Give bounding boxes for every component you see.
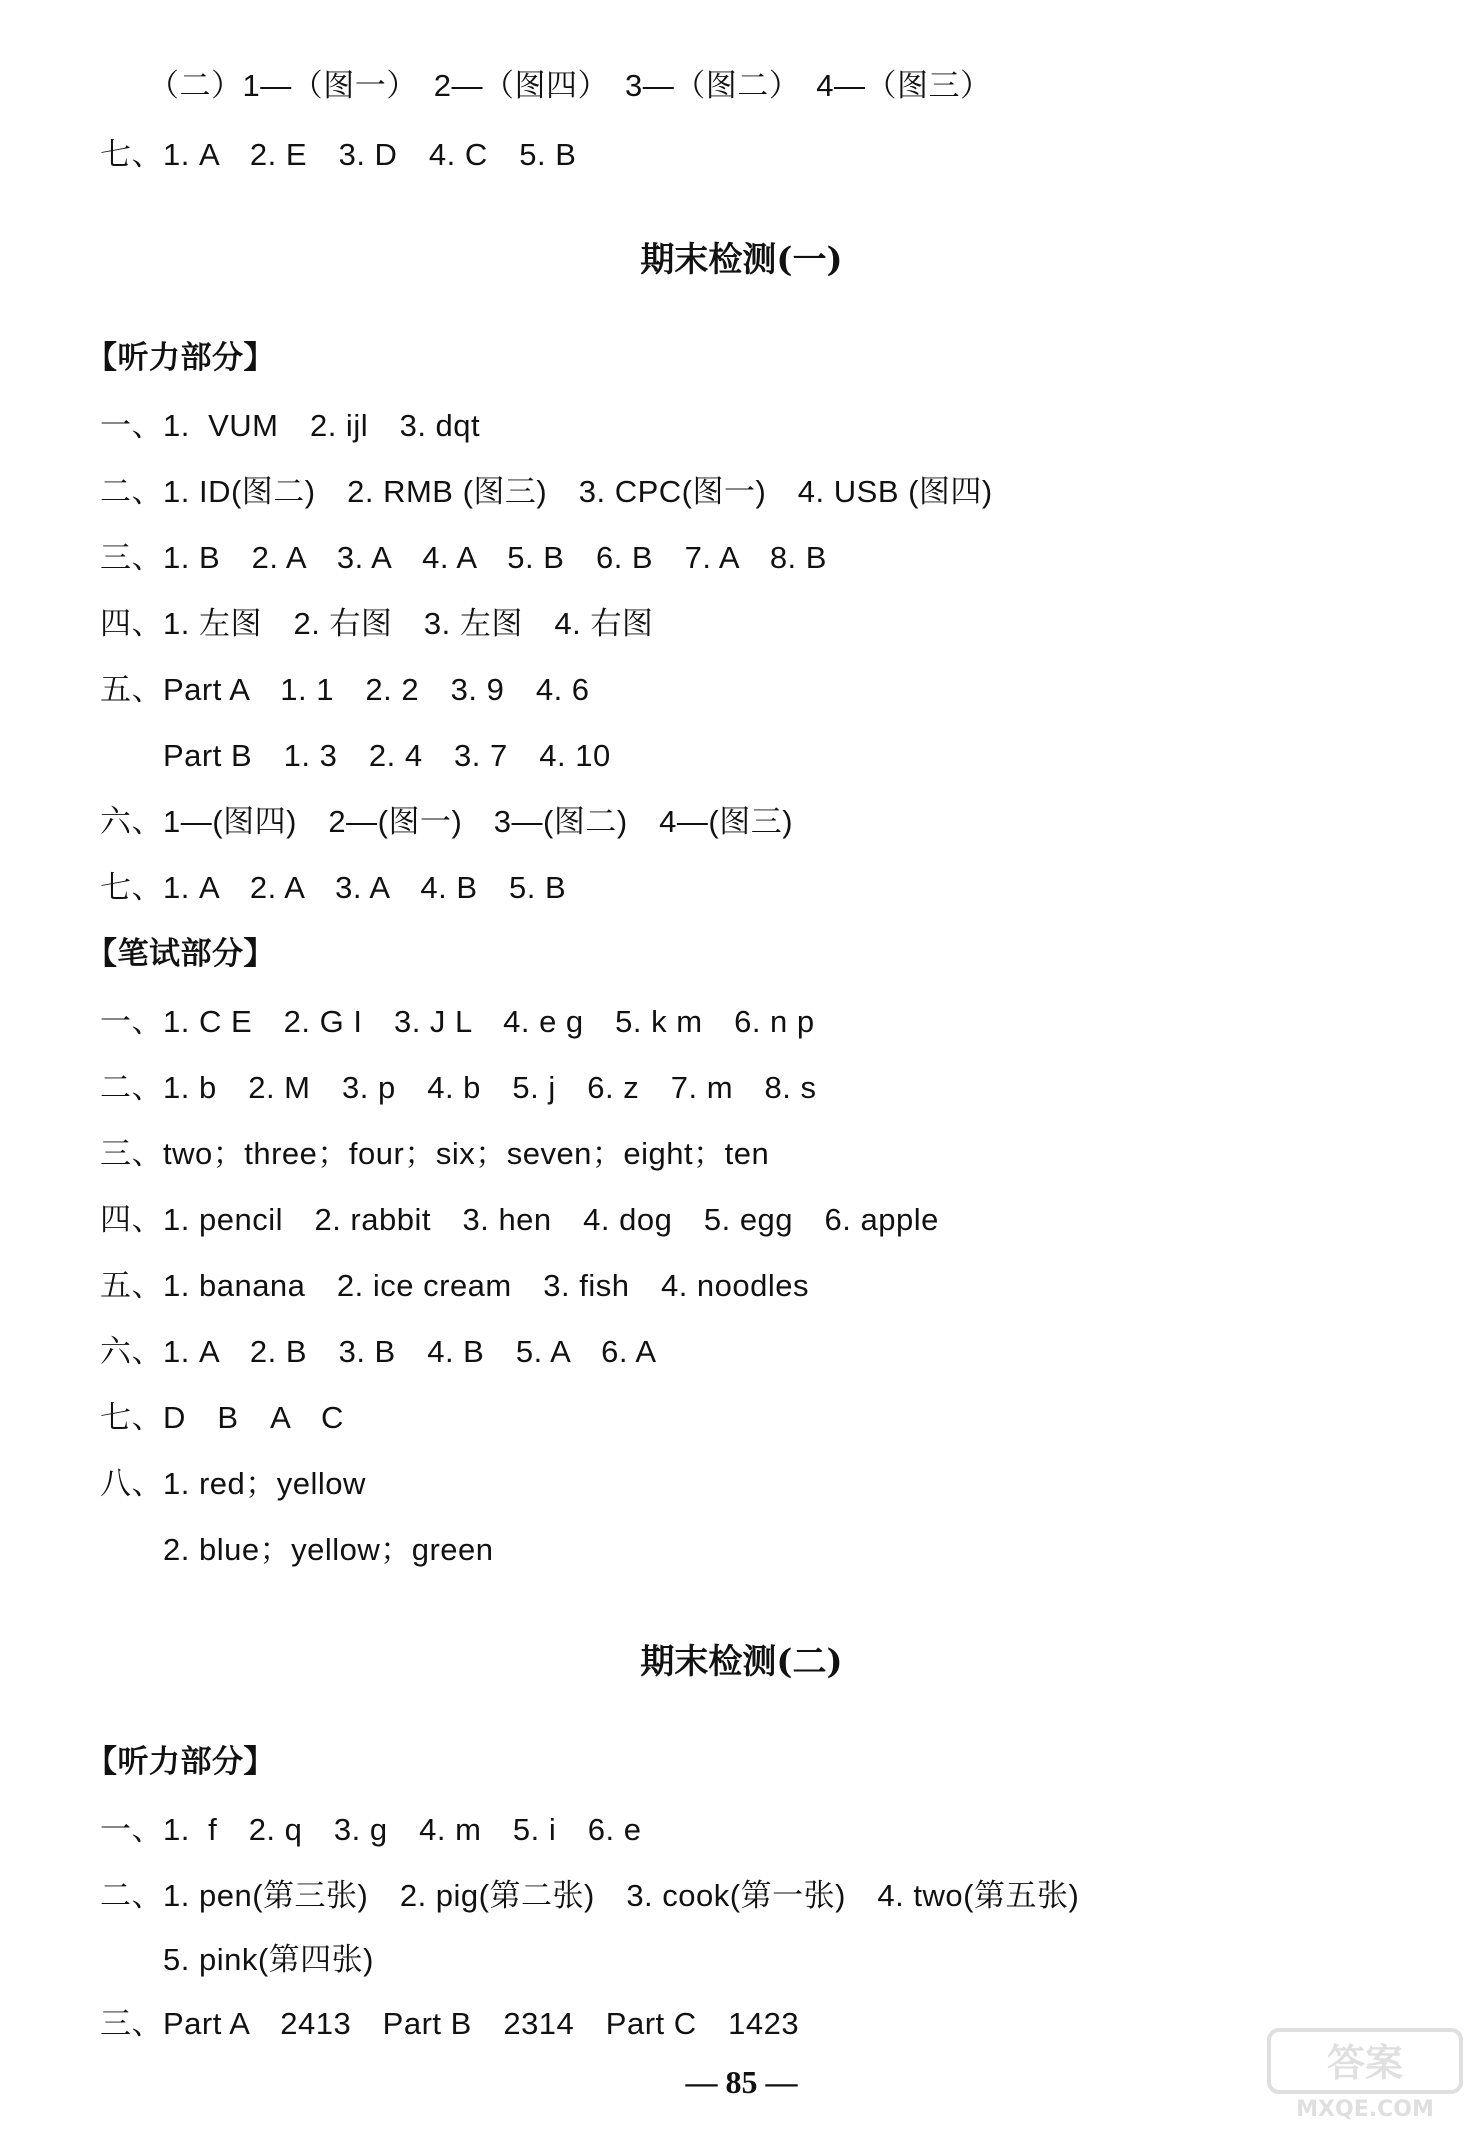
answer-line: 六、1. A 2. B 3. B 4. B 5. A 6. A bbox=[100, 1334, 657, 1369]
answer-line-top-2: 七、1. A 2. E 3. D 4. C 5. B bbox=[100, 137, 577, 172]
section-title-exam-1: 期末检测(一) bbox=[640, 240, 843, 280]
section-title-exam-2: 期末检测(二) bbox=[640, 1642, 843, 1682]
answer-line: 三、two；three；four；six；seven；eight；ten bbox=[100, 1136, 770, 1171]
answer-line: 2. blue；yellow；green bbox=[100, 1532, 494, 1567]
answer-line: 5. pink(第四张) bbox=[100, 1942, 374, 1977]
answer-line: 一、1. C E 2. G I 3. J L 4. e g 5. k m 6. n p bbox=[100, 1004, 815, 1039]
answer-line: 八、1. red；yellow bbox=[100, 1466, 366, 1501]
answer-line: 七、1. A 2. A 3. A 4. B 5. B bbox=[100, 870, 567, 905]
answer-line: 六、1—(图四) 2—(图一) 3—(图二) 4—(图三) bbox=[100, 804, 794, 839]
answer-line: 四、1. pencil 2. rabbit 3. hen 4. dog 5. egg 6. apple bbox=[100, 1202, 939, 1237]
answer-line: 二、1. pen(第三张) 2. pig(第二张) 3. cook(第一张) 4. two(第五张) bbox=[100, 1878, 1080, 1913]
answer-line: 四、1. 左图 2. 右图 3. 左图 4. 右图 bbox=[100, 606, 654, 641]
answer-line-top-1: （二）1—（图一） 2—（图四） 3—（图二） 4—（图三） bbox=[148, 68, 992, 103]
listening-heading-exam-2: 【听力部分】 bbox=[86, 1744, 275, 1779]
answer-line: Part B 1. 3 2. 4 3. 7 4. 10 bbox=[100, 738, 611, 773]
answer-line: 二、1. ID(图二) 2. RMB (图三) 3. CPC(图一) 4. USB (图四) bbox=[100, 474, 993, 509]
answer-line: 三、1. B 2. A 3. A 4. A 5. B 6. B 7. A 8. B bbox=[100, 540, 827, 575]
writing-heading-exam-1: 【笔试部分】 bbox=[86, 936, 275, 971]
answer-line: 五、1. banana 2. ice cream 3. fish 4. noodles bbox=[100, 1268, 810, 1303]
svg-text:答案: 答案 bbox=[1326, 2041, 1404, 2085]
watermark-logo-icon bbox=[1265, 2024, 1465, 2124]
page-number: — 85 — bbox=[685, 2064, 798, 2100]
svg-text:MXQE.COM: MXQE.COM bbox=[1296, 2097, 1434, 2122]
answer-line: 二、1. b 2. M 3. p 4. b 5. j 6. z 7. m 8. s bbox=[100, 1070, 817, 1105]
answer-line: 一、1. f 2. q 3. g 4. m 5. i 6. e bbox=[100, 1812, 642, 1847]
answer-line: 七、D B A C bbox=[100, 1400, 344, 1435]
answer-line: 一、1. VUM 2. ijl 3. dqt bbox=[100, 408, 481, 443]
answer-line: 三、Part A 2413 Part B 2314 Part C 1423 bbox=[100, 2006, 800, 2041]
listening-heading-exam-1: 【听力部分】 bbox=[86, 340, 275, 375]
answer-line: 五、Part A 1. 1 2. 2 3. 9 4. 6 bbox=[100, 672, 590, 707]
